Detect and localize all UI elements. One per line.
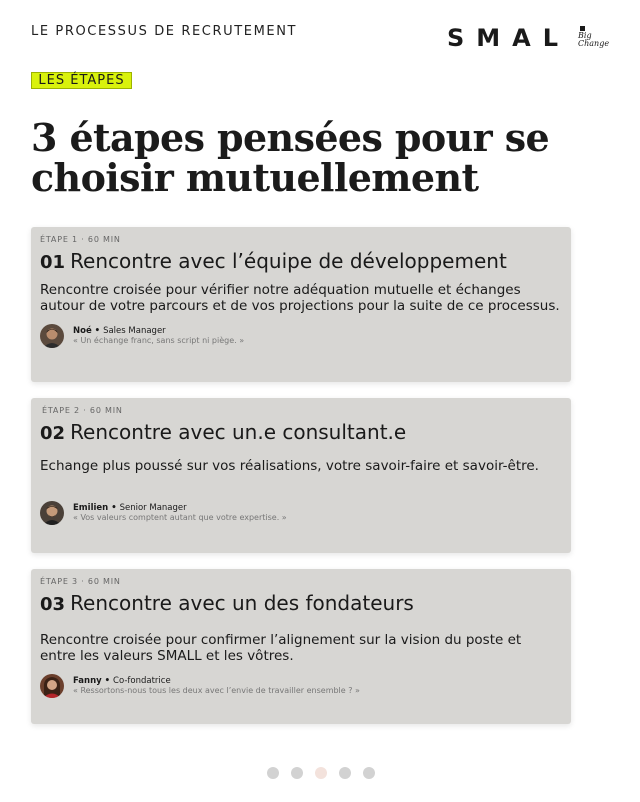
avatar	[40, 501, 64, 525]
person-role: Co-fondatrice	[113, 676, 171, 686]
step-number: 03	[40, 594, 66, 615]
name-separator: •	[108, 503, 120, 513]
step-meta: ÉTAPE 1 · 60 MIN	[40, 235, 121, 244]
person-name	[73, 326, 166, 336]
step-person	[40, 324, 440, 350]
page-title: 3 étapes pensées pour se choisir mutuellement	[31, 115, 550, 200]
step-title-text: Rencontre avec l’équipe de développement	[70, 249, 507, 273]
step-card-1	[31, 227, 571, 382]
step-title	[40, 249, 507, 273]
person-quote: « Un échange franc, sans script ni piège. »	[73, 336, 245, 345]
step-description: Rencontre croisée pour confirmer l’alignement sur la vision du poste et entre les valeurs SMALL et les vôtres.	[40, 632, 522, 664]
step-meta: ÉTAPE 3 · 60 MIN	[40, 577, 121, 586]
pagination-dot-2[interactable]	[291, 767, 303, 779]
page-eyebrow: LE PROCESSUS DE RECRUTEMENT	[31, 24, 298, 39]
step-description: Rencontre croisée pour vérifier notre adéquation mutuelle et échanges autour de votre parcours et de vos projections pour la suite de ce processus.	[40, 282, 560, 314]
steps-tag: LES ÉTAPES	[31, 72, 132, 89]
logo-tagline	[578, 32, 618, 48]
pagination-dot-5[interactable]	[363, 767, 375, 779]
person-name	[73, 503, 187, 513]
step-meta: ÉTAPE 2 · 60 MIN	[42, 406, 123, 415]
person-first-name: Fanny	[73, 676, 102, 686]
step-title	[40, 420, 406, 444]
step-title-text: Rencontre avec un des fondateurs	[70, 591, 414, 615]
step-person	[40, 674, 440, 700]
small-logo	[447, 20, 617, 60]
logo-tagline-line1: Big	[578, 31, 592, 40]
person-first-name: Emilien	[73, 503, 109, 513]
pagination-dot-4[interactable]	[339, 767, 351, 779]
step-title	[40, 591, 414, 615]
pagination-dot-1[interactable]	[267, 767, 279, 779]
logo-wordmark: SMAL	[447, 24, 571, 52]
step-title-text: Rencontre avec un.e consultant.e	[70, 420, 407, 444]
step-number: 01	[40, 252, 66, 273]
person-quote: « Vos valeurs comptent autant que votre expertise. »	[73, 513, 287, 522]
person-name	[73, 676, 171, 686]
step-card-2	[31, 398, 571, 553]
avatar	[40, 674, 64, 698]
name-separator: •	[91, 326, 104, 336]
person-quote: « Ressortons-nous tous les deux avec l’envie de travailler ensemble ? »	[73, 686, 360, 695]
person-role: Sales Manager	[103, 326, 166, 336]
step-card-3	[31, 569, 571, 724]
logo-tagline-line2: Change	[578, 39, 610, 48]
person-first-name: Noé	[73, 326, 92, 336]
person-role: Senior Manager	[119, 503, 187, 513]
step-number: 02	[40, 423, 66, 444]
step-description: Echange plus poussé sur vos réalisations, votre savoir-faire et savoir-être.	[40, 458, 539, 474]
step-person	[40, 501, 440, 527]
pagination-dot-3[interactable]	[315, 767, 327, 779]
name-separator: •	[101, 676, 114, 686]
avatar	[40, 324, 64, 348]
carousel-pagination	[267, 767, 377, 779]
